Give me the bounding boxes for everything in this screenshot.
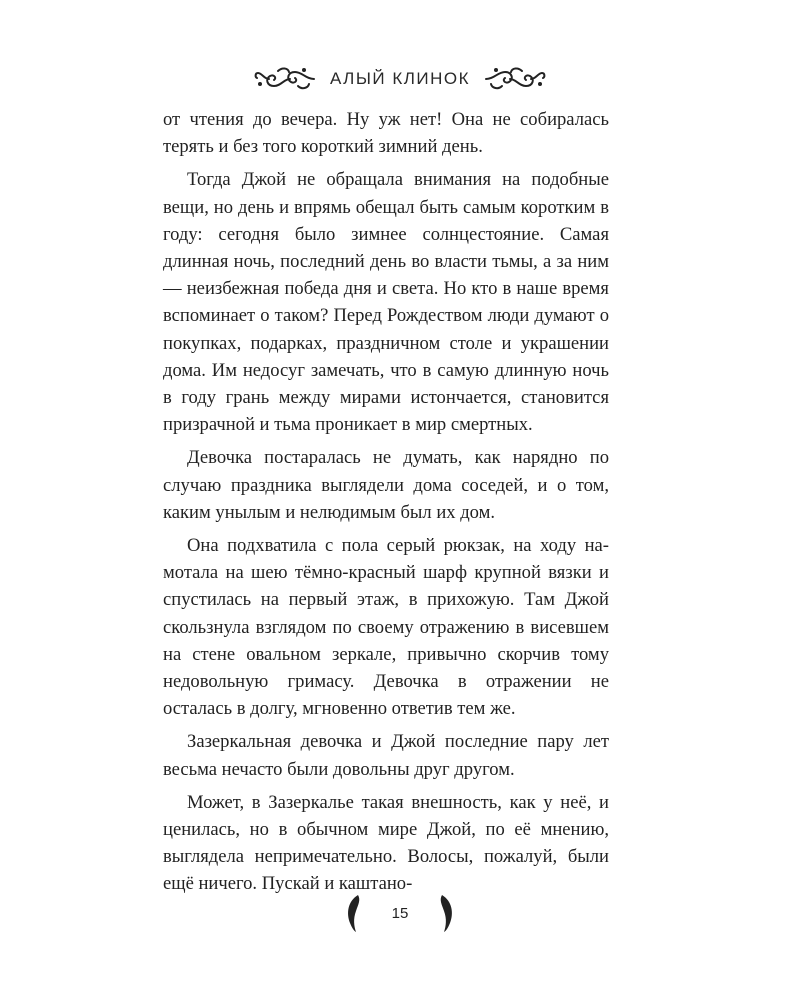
running-header [0,62,800,96]
paragraph: Тогда Джой не обращала внимания на подобные вещи, но день и впрямь обещал быть самым коротким в году: сегодня было зимнее солнцестояние. Самая длинная ночь, последний день во власти тьмы, а за ним — неизбежная победа дня и света. Но кто в наше время вспоминает о таком? Перед Рождеством люди думают о покупках, подарках, праздничном столе и украшении дома. Им недосуг замечать, что в самую длинную ночь в году грань между мирами истончается, становится призрачной и тьма проникает в мир смертных. [163,169,609,436]
flourish-ornament-icon [254,64,316,94]
feather-flame-ornament-icon [434,893,456,933]
paragraph: Зазеркальная девочка и Джой последние пару лет весьма нечасто были довольны друг другом. [163,731,609,780]
page-footer [0,893,800,933]
paragraph: от чтения до вечера. Ну уж нет! Она не собиралась терять и без того короткий зимний день. [163,109,609,158]
running-title: АЛЫЙ КЛИНОК [329,69,471,88]
flourish-ornament-icon [484,64,546,94]
paragraph: Девочка постаралась не думать, как нарядно по случаю праздника выглядели дома соседей, и о том, каким унылым и нелюдимым был их дом. [163,447,609,523]
feather-flame-ornament-icon [344,893,366,933]
paragraph: Может, в Зазеркалье такая внешность, как у неё, и ценилась, но в обычном мире Джой, по её мнению, выглядела непримечательно. Волосы, пожалуй, были ещё ничего. Пускай и каштано- [163,791,609,895]
body-text [163,106,609,904]
page-number: 15 [391,904,409,922]
paragraph: Она подхватила с пола серый рюкзак, на ходу намотала на шею тёмно-красный шарф крупной вязки и спустилась на первый этаж, в прихожую. Там Джой скользнула взглядом по своему отражению в висевшем на стене овальном зеркале, привычно скорчив тому недовольную гримасу. Девочка в отражении не осталась в долгу, мгновенно ответив тем же. [163,535,609,720]
